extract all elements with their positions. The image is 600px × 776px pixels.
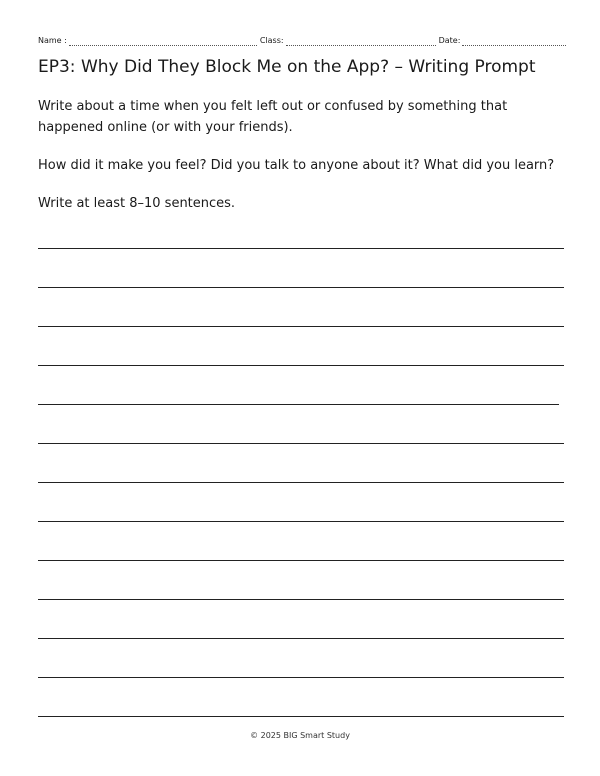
writing-line[interactable]: [38, 560, 564, 561]
writing-line[interactable]: [38, 404, 559, 405]
writing-line[interactable]: [38, 521, 564, 522]
prompt-paragraph-1: Write about a time when you felt left out or confused by something that happened online (or with your friends).: [38, 99, 508, 135]
writing-line[interactable]: [38, 599, 564, 600]
class-field[interactable]: [286, 37, 436, 46]
prompt-paragraph-2: How did it make you feel? Did you talk to anyone about it? What did you learn?: [38, 158, 555, 173]
name-label: Name :: [38, 36, 67, 45]
writing-line[interactable]: [38, 287, 564, 288]
student-info-header: [38, 36, 566, 46]
writing-line[interactable]: [38, 482, 564, 483]
date-field[interactable]: [462, 37, 566, 46]
name-field[interactable]: [69, 37, 257, 46]
class-label: Class:: [259, 36, 284, 45]
writing-line[interactable]: [38, 677, 564, 678]
writing-line[interactable]: [38, 248, 564, 249]
copyright-footer: © 2025 BIG Smart Study: [250, 731, 350, 740]
prompt-paragraph-3: Write at least 8–10 sentences.: [38, 196, 236, 211]
worksheet-title: EP3: Why Did They Block Me on the App? – Writing Prompt: [38, 57, 536, 77]
writing-line[interactable]: [38, 716, 564, 717]
writing-line[interactable]: [38, 638, 564, 639]
date-label: Date:: [438, 36, 461, 45]
writing-line[interactable]: [38, 365, 564, 366]
writing-line[interactable]: [38, 443, 564, 444]
writing-line[interactable]: [38, 326, 564, 327]
